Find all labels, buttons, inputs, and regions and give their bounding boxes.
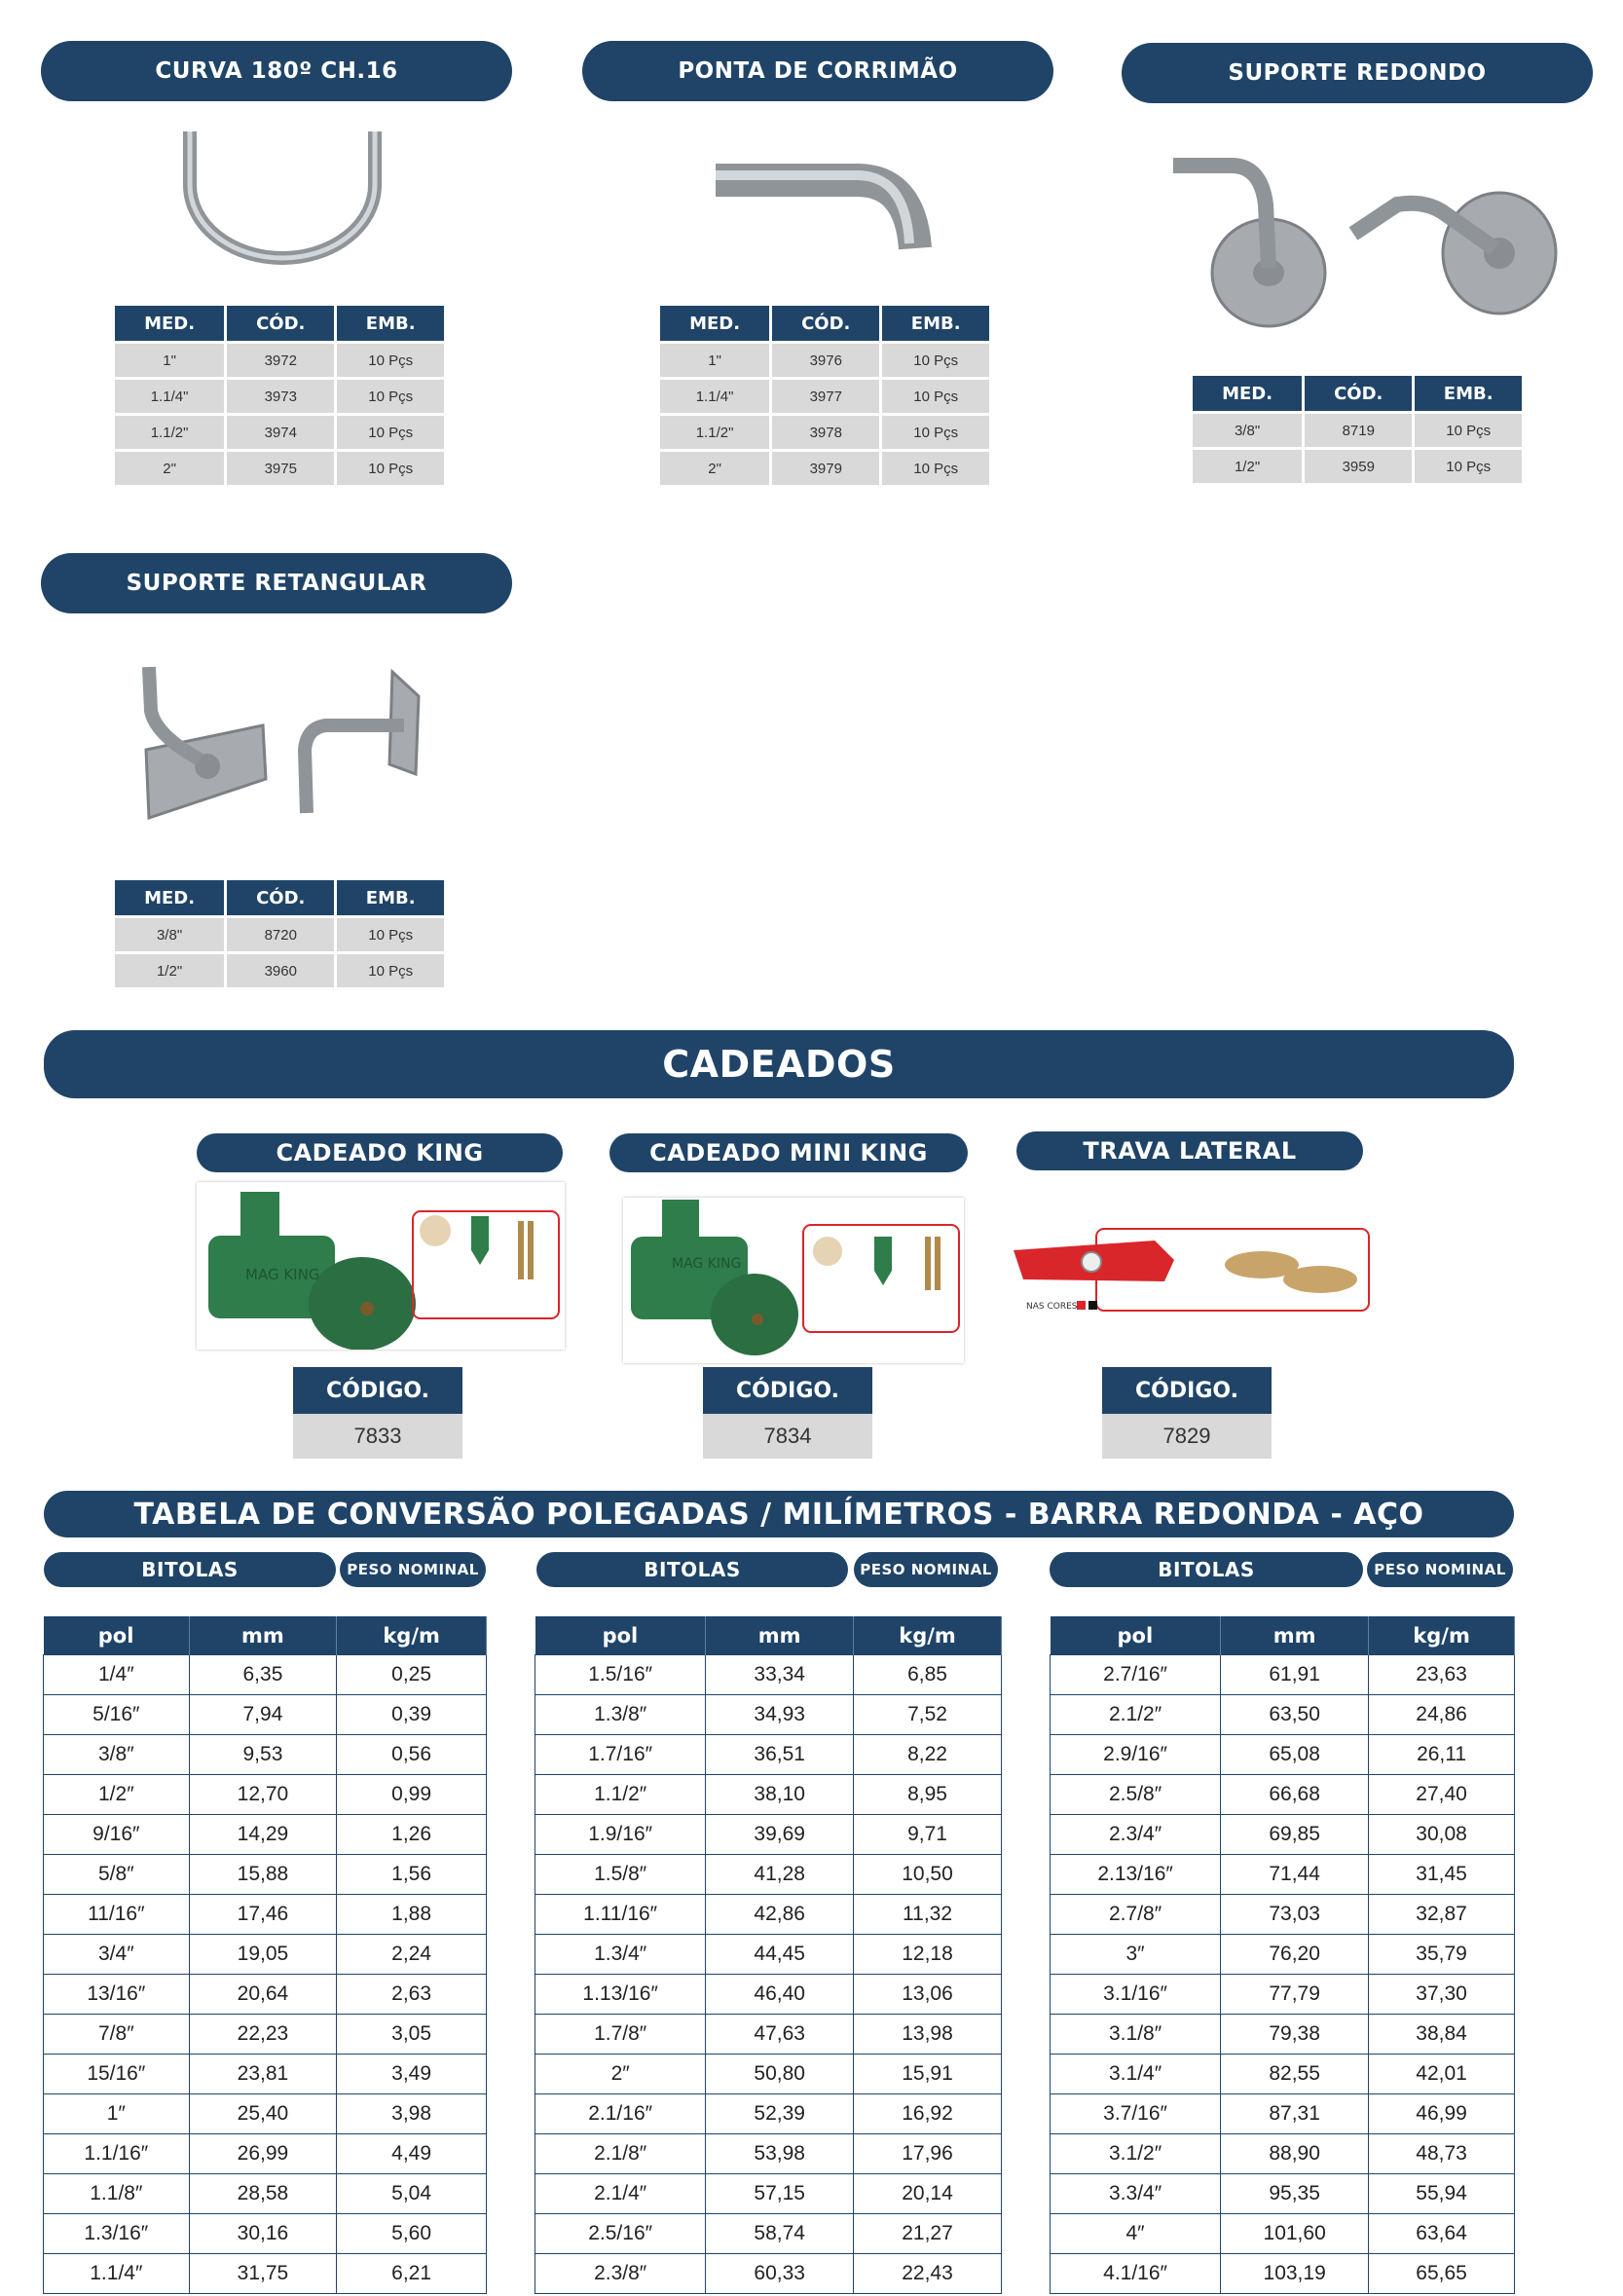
table-cell: 1″ (44, 2094, 190, 2134)
table-cell: 13,98 (854, 2015, 1002, 2055)
table-row: 3/8" 8720 10 Pçs (115, 917, 444, 953)
table-cell: 25,40 (189, 2094, 337, 2134)
table-row (44, 2134, 487, 2174)
suporte-redondo-image (1163, 146, 1572, 341)
table-row: 1/2" 3959 10 Pçs (1193, 449, 1522, 484)
table-row (1051, 2254, 1515, 2294)
table-cell: 3,98 (337, 2094, 487, 2134)
table-cell: 2,24 (337, 1935, 487, 1975)
table-cell: 19,05 (189, 1935, 337, 1975)
table-cell: 3″ (1051, 1935, 1221, 1975)
table-cell: 46,40 (706, 1975, 854, 2015)
table-cell: 6,21 (337, 2254, 487, 2294)
table-row (44, 1855, 487, 1895)
table-cell: 1.3/8″ (535, 1695, 706, 1735)
table-cell: 6,35 (189, 1655, 337, 1695)
table-row (1051, 1975, 1515, 2015)
table-cell: 2.1/2″ (1051, 1695, 1221, 1735)
table-cell: 1.5/8″ (535, 1855, 706, 1895)
table-row (44, 2094, 487, 2134)
table-row (1051, 1695, 1515, 1735)
product-title-suporte-redondo: SUPORTE REDONDO (1122, 43, 1593, 103)
table-cell: 2″ (535, 2055, 706, 2094)
table-row (44, 1975, 487, 2015)
table-cell: 4″ (1051, 2214, 1221, 2254)
table-row: 2" 3975 10 Pçs (115, 451, 444, 486)
table-row (535, 2134, 1002, 2174)
table-row (1051, 2015, 1515, 2055)
table-cell: 8,95 (854, 1775, 1002, 1815)
table-row (1051, 1775, 1515, 1815)
table-cell: 103,19 (1221, 2254, 1369, 2294)
table-cell: 32,87 (1369, 1895, 1515, 1935)
table-row (44, 1895, 487, 1935)
table-cell: 63,50 (1221, 1695, 1369, 1735)
trava-lateral-title: TRAVA LATERAL (1016, 1131, 1363, 1170)
table-row (44, 2254, 487, 2294)
table-cell: 12,18 (854, 1935, 1002, 1975)
table-row (535, 2094, 1002, 2134)
table-row (44, 1735, 487, 1775)
table-row (535, 2214, 1002, 2254)
table-row (535, 2015, 1002, 2055)
table-cell: 13,06 (854, 1975, 1002, 2015)
cadeado-mini-king-image (623, 1198, 964, 1363)
table-row (1051, 1735, 1515, 1775)
table-cell: 9,53 (189, 1735, 337, 1775)
table-cell: 1.3/4″ (535, 1935, 706, 1975)
table-row (44, 1935, 487, 1975)
table-cell: 3.1/8″ (1051, 2015, 1221, 2055)
table-cell: 44,45 (706, 1935, 854, 1975)
table-cell: 2.7/8″ (1051, 1895, 1221, 1935)
table-row (1051, 1655, 1515, 1695)
column-header: kg/m (337, 1616, 487, 1655)
svg-text:MAG KING: MAG KING (672, 1256, 742, 1272)
table-cell: 20,14 (854, 2174, 1002, 2214)
table-cell: 2.3/4″ (1051, 1815, 1221, 1855)
table-row (535, 1775, 1002, 1815)
conversion-table-1 (43, 1616, 487, 2294)
table-row (535, 1935, 1002, 1975)
table-cell: 95,35 (1221, 2174, 1369, 2214)
cadeado-king-image (197, 1182, 565, 1350)
column-header: mm (1221, 1616, 1369, 1655)
table-cell: 1.9/16″ (535, 1815, 706, 1855)
table-cell: 3/8″ (44, 1735, 190, 1775)
table-cell: 61,91 (1221, 1655, 1369, 1695)
peso-nominal-label-3: PESO NOMINAL (1367, 1552, 1513, 1587)
table-cell: 46,99 (1369, 2094, 1515, 2134)
column-header: kg/m (854, 1616, 1002, 1655)
table-cell: 21,27 (854, 2214, 1002, 2254)
table-row (1051, 1935, 1515, 1975)
column-header: pol (1051, 1616, 1221, 1655)
column-header: pol (535, 1616, 706, 1655)
table-row: 2" 3979 10 Pçs (660, 451, 989, 486)
table-row (1051, 1855, 1515, 1895)
table-cell: 71,44 (1221, 1855, 1369, 1895)
table-cell: 10,50 (854, 1855, 1002, 1895)
table-cell: 3.7/16″ (1051, 2094, 1221, 2134)
table-cell: 7/8″ (44, 2015, 190, 2055)
table-cell: 9,71 (854, 1815, 1002, 1855)
trava-lateral-image (1009, 1221, 1373, 1326)
table-row: 3/8" 8719 10 Pçs (1193, 413, 1522, 449)
table-cell: 31,75 (189, 2254, 337, 2294)
table-cell: 3.3/4″ (1051, 2174, 1221, 2214)
table-row (535, 1735, 1002, 1775)
table-cell: 2.1/8″ (535, 2134, 706, 2174)
peso-nominal-label-1: PESO NOMINAL (340, 1552, 486, 1587)
table-cell: 28,58 (189, 2174, 337, 2214)
table-cell: 1.11/16″ (535, 1895, 706, 1935)
table-cell: 3,49 (337, 2055, 487, 2094)
table-row (535, 1655, 1002, 1695)
cadeado-mini-king-title: CADEADO MINI KING (609, 1133, 968, 1172)
table-cell: 47,63 (706, 2015, 854, 2055)
table-cell: 12,70 (189, 1775, 337, 1815)
table-cell: 0,25 (337, 1655, 487, 1695)
column-header: mm (189, 1616, 337, 1655)
bitolas-label-1: BITOLAS (44, 1552, 336, 1587)
table-cell: 48,73 (1369, 2134, 1515, 2174)
ponta-table: MED. CÓD. EMB. 1" 3976 10 Pçs 1.1/4" 3977 10 Pçs 1.1/2" 3978 10 Pçs 2" 3979 10 Pçs (660, 306, 989, 485)
cadeado-king-code: CÓDIGO. 7833 (293, 1367, 462, 1459)
table-cell: 69,85 (1221, 1815, 1369, 1855)
table-cell: 14,29 (189, 1815, 337, 1855)
table-row: 1.1/2" 3978 10 Pçs (660, 415, 989, 451)
table-cell: 1.3/16″ (44, 2214, 190, 2254)
table-row (535, 2055, 1002, 2094)
table-cell: 26,99 (189, 2134, 337, 2174)
table-cell: 88,90 (1221, 2134, 1369, 2174)
table-cell: 65,08 (1221, 1735, 1369, 1775)
table-cell: 1.7/8″ (535, 2015, 706, 2055)
table-cell: 30,08 (1369, 1815, 1515, 1855)
conversion-table-2 (535, 1616, 1002, 2294)
table-row (1051, 1815, 1515, 1855)
table-cell: 42,86 (706, 1895, 854, 1935)
table-row (535, 1855, 1002, 1895)
table-cell: 58,74 (706, 2214, 854, 2254)
table-row (44, 2174, 487, 2214)
table-cell: 27,40 (1369, 1775, 1515, 1815)
table-row (44, 1815, 487, 1855)
table-row (44, 1695, 487, 1735)
table-cell: 2.5/8″ (1051, 1775, 1221, 1815)
table-cell: 52,39 (706, 2094, 854, 2134)
table-cell: 36,51 (706, 1735, 854, 1775)
table-cell: 41,28 (706, 1855, 854, 1895)
table-cell: 53,98 (706, 2134, 854, 2174)
table-cell: 101,60 (1221, 2214, 1369, 2254)
table-cell: 82,55 (1221, 2055, 1369, 2094)
table-cell: 57,15 (706, 2174, 854, 2214)
table-cell: 9/16″ (44, 1815, 190, 1855)
table-row (535, 2174, 1002, 2214)
table-cell: 17,96 (854, 2134, 1002, 2174)
cadeado-king-title: CADEADO KING (197, 1133, 563, 1172)
table-cell: 1.1/16″ (44, 2134, 190, 2174)
svg-text:MAG KING: MAG KING (245, 1266, 320, 1283)
table-cell: 87,31 (1221, 2094, 1369, 2134)
product-title-ponta: PONTA DE CORRIMÃO (582, 41, 1053, 101)
table-cell: 13/16″ (44, 1975, 190, 2015)
table-cell: 8,22 (854, 1735, 1002, 1775)
table-cell: 5,60 (337, 2214, 487, 2254)
table-cell: 79,38 (1221, 2015, 1369, 2055)
table-cell: 5,04 (337, 2174, 487, 2214)
table-row (1051, 2134, 1515, 2174)
table-cell: 42,01 (1369, 2055, 1515, 2094)
table-row (535, 1695, 1002, 1735)
table-cell: 1.7/16″ (535, 1735, 706, 1775)
table-row: 1" 3972 10 Pçs (115, 343, 444, 379)
table-cell: 66,68 (1221, 1775, 1369, 1815)
table-row (535, 1895, 1002, 1935)
table-row (44, 2055, 487, 2094)
table-cell: 5/16″ (44, 1695, 190, 1735)
table-row (44, 2015, 487, 2055)
table-cell: 15/16″ (44, 2055, 190, 2094)
table-row: 1" 3976 10 Pçs (660, 343, 989, 379)
table-cell: 31,45 (1369, 1855, 1515, 1895)
peso-nominal-label-2: PESO NOMINAL (854, 1552, 998, 1587)
table-row: 1.1/2" 3974 10 Pçs (115, 415, 444, 451)
table-cell: 76,20 (1221, 1935, 1369, 1975)
suporte-retangular-image (131, 657, 433, 833)
table-cell: 4,49 (337, 2134, 487, 2174)
table-cell: 33,34 (706, 1655, 854, 1695)
table-row (535, 1975, 1002, 2015)
table-cell: 23,63 (1369, 1655, 1515, 1695)
table-cell: 15,91 (854, 2055, 1002, 2094)
table-cell: 22,23 (189, 2015, 337, 2055)
product-title-curva: CURVA 180º CH.16 (41, 41, 512, 101)
table-row (44, 1655, 487, 1695)
table-cell: 30,16 (189, 2214, 337, 2254)
table-cell: 2.13/16″ (1051, 1855, 1221, 1895)
table-cell: 11/16″ (44, 1895, 190, 1935)
suporte-retangular-table: MED. CÓD. EMB. 3/8" 8720 10 Pçs 1/2" 3960 10 Pçs (115, 880, 444, 987)
table-row (1051, 2055, 1515, 2094)
suporte-redondo-table: MED. CÓD. EMB. 3/8" 8719 10 Pçs 1/2" 3959 10 Pçs (1193, 376, 1522, 483)
table-cell: 1/4″ (44, 1655, 190, 1695)
table-cell: 2.7/16″ (1051, 1655, 1221, 1695)
table-cell: 11,32 (854, 1895, 1002, 1935)
cadeado-mini-king-code: CÓDIGO. 7834 (703, 1367, 872, 1459)
table-cell: 2.3/8″ (535, 2254, 706, 2294)
table-cell: 24,86 (1369, 1695, 1515, 1735)
column-header: pol (44, 1616, 190, 1655)
table-row (44, 1775, 487, 1815)
table-cell: 63,64 (1369, 2214, 1515, 2254)
table-row (1051, 1895, 1515, 1935)
table-row: 1/2" 3960 10 Pçs (115, 953, 444, 988)
table-cell: 23,81 (189, 2055, 337, 2094)
table-cell: 1.5/16″ (535, 1655, 706, 1695)
table-cell: 3,05 (337, 2015, 487, 2055)
svg-text:NAS CORES: NAS CORES (1026, 1302, 1078, 1312)
trava-lateral-code: CÓDIGO. 7829 (1102, 1367, 1272, 1459)
ponta-corrimao-image (701, 146, 944, 263)
table-cell: 3/4″ (44, 1935, 190, 1975)
table-row (44, 2214, 487, 2254)
table-cell: 4.1/16″ (1051, 2254, 1221, 2294)
table-cell: 2.1/4″ (535, 2174, 706, 2214)
table-cell: 1,88 (337, 1895, 487, 1935)
table-cell: 1.1/8″ (44, 2174, 190, 2214)
table-cell: 73,03 (1221, 1895, 1369, 1935)
table-cell: 35,79 (1369, 1935, 1515, 1975)
table-cell: 34,93 (706, 1695, 854, 1735)
table-cell: 77,79 (1221, 1975, 1369, 2015)
table-cell: 2.9/16″ (1051, 1735, 1221, 1775)
table-cell: 20,64 (189, 1975, 337, 2015)
table-row (1051, 2214, 1515, 2254)
table-cell: 7,52 (854, 1695, 1002, 1735)
table-cell: 39,69 (706, 1815, 854, 1855)
table-cell: 6,85 (854, 1655, 1002, 1695)
table-cell: 65,65 (1369, 2254, 1515, 2294)
table-cell: 3.1/16″ (1051, 1975, 1221, 2015)
table-row: 1.1/4" 3977 10 Pçs (660, 379, 989, 415)
column-header: kg/m (1369, 1616, 1515, 1655)
table-cell: 22,43 (854, 2254, 1002, 2294)
table-cell: 38,84 (1369, 2015, 1515, 2055)
table-cell: 3.1/4″ (1051, 2055, 1221, 2094)
section-title-cadeados: CADEADOS (44, 1030, 1514, 1098)
table-cell: 50,80 (706, 2055, 854, 2094)
table-cell: 17,46 (189, 1895, 337, 1935)
table-cell: 2.1/16″ (535, 2094, 706, 2134)
table-row: 1.1/4" 3973 10 Pçs (115, 379, 444, 415)
bitolas-label-2: BITOLAS (536, 1552, 848, 1587)
table-row (535, 2254, 1002, 2294)
table-cell: 26,11 (1369, 1735, 1515, 1775)
table-cell: 1.13/16″ (535, 1975, 706, 2015)
table-cell: 2,63 (337, 1975, 487, 2015)
table-cell: 1.1/2″ (535, 1775, 706, 1815)
table-cell: 3.1/2″ (1051, 2134, 1221, 2174)
table-cell: 0,99 (337, 1775, 487, 1815)
table-cell: 1,56 (337, 1855, 487, 1895)
column-header: mm (706, 1616, 854, 1655)
table-cell: 38,10 (706, 1775, 854, 1815)
conversion-title: TABELA DE CONVERSÃO POLEGADAS / MILÍMETROS - BARRA REDONDA - AÇO (44, 1491, 1514, 1537)
table-cell: 1,26 (337, 1815, 487, 1855)
table-cell: 2.5/16″ (535, 2214, 706, 2254)
product-title-suporte-retangular: SUPORTE RETANGULAR (41, 553, 512, 613)
table-cell: 15,88 (189, 1855, 337, 1895)
table-row (1051, 2094, 1515, 2134)
table-cell: 16,92 (854, 2094, 1002, 2134)
table-cell: 60,33 (706, 2254, 854, 2294)
curva-180-image (166, 127, 399, 273)
table-cell: 1/2″ (44, 1775, 190, 1815)
table-cell: 0,39 (337, 1695, 487, 1735)
bitolas-label-3: BITOLAS (1050, 1552, 1363, 1587)
table-row (1051, 2174, 1515, 2214)
table-cell: 1.1/4″ (44, 2254, 190, 2294)
table-cell: 37,30 (1369, 1975, 1515, 2015)
table-cell: 0,56 (337, 1735, 487, 1775)
conversion-table-3 (1050, 1616, 1515, 2294)
table-row (535, 1815, 1002, 1855)
table-cell: 55,94 (1369, 2174, 1515, 2214)
curva-table: MED. CÓD. EMB. 1" 3972 10 Pçs 1.1/4" 3973 10 Pçs 1.1/2" 3974 10 Pçs 2" 3975 10 Pçs (115, 306, 444, 485)
table-cell: 5/8″ (44, 1855, 190, 1895)
table-cell: 7,94 (189, 1695, 337, 1735)
